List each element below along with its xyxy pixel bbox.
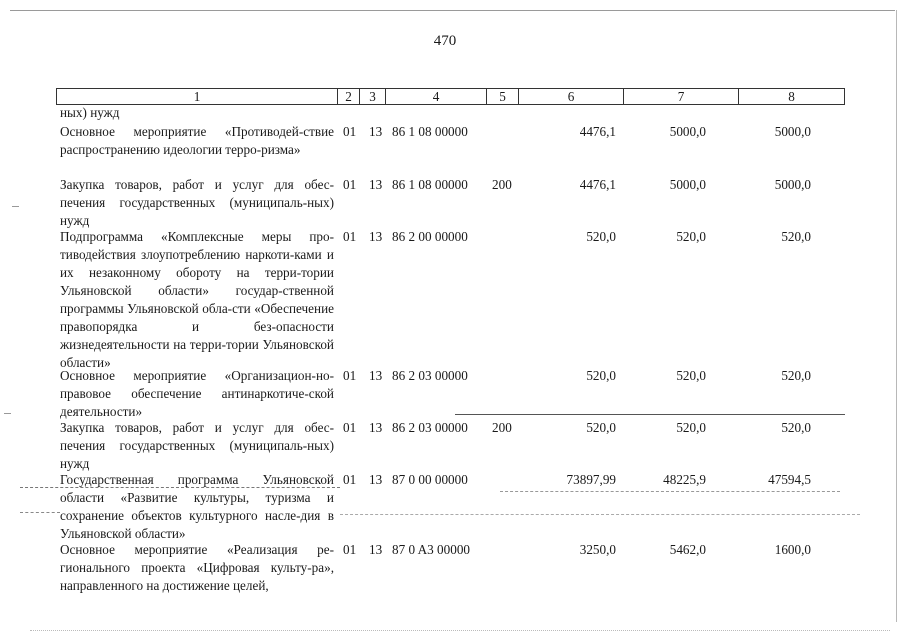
row-amount-7: 5000,0 <box>669 177 706 192</box>
header-col-7: 7 <box>624 89 739 104</box>
page-number: 470 <box>433 33 457 49</box>
row-amount-8: 5000,0 <box>774 124 811 139</box>
header-col-6: 6 <box>519 89 624 104</box>
row-amount-7: 520,0 <box>676 368 706 383</box>
scan-line <box>455 414 845 415</box>
header-col-3: 3 <box>360 89 386 104</box>
row-amount-6: 3250,0 <box>579 542 616 557</box>
row-subsection: 13 <box>369 368 383 383</box>
row-amount-8: 5000,0 <box>774 177 811 192</box>
row-section: 01 <box>343 177 357 192</box>
row-section: 01 <box>343 472 357 487</box>
scan-tick <box>4 413 11 414</box>
row-amount-7: 5462,0 <box>669 542 706 557</box>
row-amount-7: 48225,9 <box>663 472 706 487</box>
row-name: Государственная программа Ульяновской области «Развитие культуры, туризма и сохранение объектов культурного насле-дия в Ульяновской области» <box>60 472 334 541</box>
row-target-code: 87 0 A3 00000 <box>392 542 471 557</box>
row-amount-6: 73897,99 <box>566 472 616 487</box>
row-expense-type: 200 <box>492 177 512 192</box>
row-subsection: 13 <box>369 124 383 139</box>
row-name: ных) нужд <box>60 105 120 120</box>
scan-dash <box>340 514 860 515</box>
row-amount-8: 520,0 <box>781 229 811 244</box>
row-name: Основное мероприятие «Организацион-но-правовое обеспечение антинаркотиче-ской деятельности» <box>60 368 334 419</box>
row-section: 01 <box>343 420 357 435</box>
scan-dash <box>500 491 840 492</box>
row-target-code: 86 2 00 00000 <box>392 229 468 244</box>
row-amount-6: 520,0 <box>586 229 616 244</box>
scan-dash <box>20 512 60 513</box>
row-section: 01 <box>343 542 357 557</box>
scan-tick <box>12 206 19 207</box>
row-name: Закупка товаров, работ и услуг для обес-печения государственных (муниципаль-ных) нужд <box>60 177 334 228</box>
row-target-code: 86 1 08 00000 <box>392 124 468 139</box>
row-amount-6: 520,0 <box>586 368 616 383</box>
header-col-4: 4 <box>386 89 487 104</box>
page-frame-right <box>896 10 897 622</box>
row-subsection: 13 <box>369 542 383 557</box>
row-subsection: 13 <box>369 177 383 192</box>
row-amount-6: 520,0 <box>586 420 616 435</box>
row-name: Основное мероприятие «Противодей-ствие распространению идеологии терро-ризма» <box>60 124 334 157</box>
header-col-8: 8 <box>788 89 795 104</box>
row-name: Подпрограмма «Комплексные меры про-тиводействия злоупотреблению наркоти-ками и их незаконному обороту на терри-тории Ульяновской области» государ-ственной программы Ульяновской обла-сти «Обеспечение правопорядка и без-опасности жизнедеятельности на терри-тории Ульяновской области» <box>60 229 334 370</box>
page-frame-top <box>10 10 895 11</box>
row-amount-7: 520,0 <box>676 420 706 435</box>
scan-bottom-line <box>30 630 890 631</box>
row-amount-6: 4476,1 <box>579 177 616 192</box>
row-subsection: 13 <box>369 420 383 435</box>
row-expense-type: 200 <box>492 420 512 435</box>
scan-dash <box>20 487 340 488</box>
header-col-2: 2 <box>338 89 360 104</box>
header-col-5: 5 <box>487 89 519 104</box>
row-target-code: 86 2 03 00000 <box>392 420 468 435</box>
row-amount-8: 520,0 <box>781 368 811 383</box>
row-name: Основное мероприятие «Реализация ре-гионального проекта «Цифровая культу-ра», направленного на достижение целей, <box>60 542 334 593</box>
row-section: 01 <box>343 124 357 139</box>
row-subsection: 13 <box>369 229 383 244</box>
row-amount-7: 5000,0 <box>669 124 706 139</box>
row-target-code: 86 2 03 00000 <box>392 368 468 383</box>
row-amount-8: 520,0 <box>781 420 811 435</box>
row-name: Закупка товаров, работ и услуг для обес-печения государственных (муниципаль-ных) нужд <box>60 420 334 471</box>
row-amount-8: 47594,5 <box>768 472 811 487</box>
row-amount-8: 1600,0 <box>774 542 811 557</box>
row-amount-7: 520,0 <box>676 229 706 244</box>
row-section: 01 <box>343 229 357 244</box>
row-amount-6: 4476,1 <box>579 124 616 139</box>
table-header <box>56 88 845 105</box>
row-subsection: 13 <box>369 472 383 487</box>
row-target-code: 87 0 00 00000 <box>392 472 468 487</box>
header-col-1: 1 <box>57 89 338 104</box>
row-target-code: 86 1 08 00000 <box>392 177 468 192</box>
row-section: 01 <box>343 368 357 383</box>
